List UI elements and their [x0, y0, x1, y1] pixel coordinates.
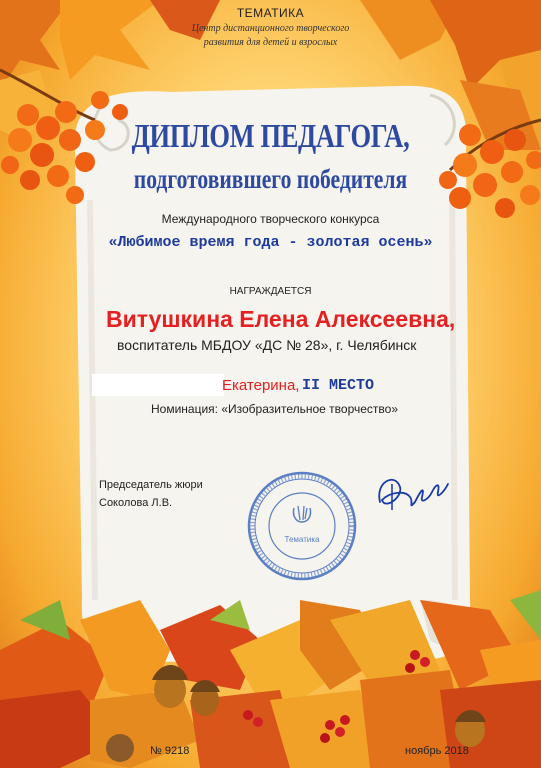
organization-subtitle-line2: развития для детей и взрослых [203, 37, 338, 48]
stamp-center-text: Тематика [284, 535, 320, 544]
jury-chair-label: Председатель жюри [99, 479, 203, 491]
recipient-position: воспитатель МБДОУ «ДС № 28», г. Челябинск [117, 337, 417, 353]
organization-subtitle-line1: Центр дистанционного творческого [191, 23, 350, 34]
diploma-title: ДИПЛОМ ПЕДАГОГА, [131, 118, 410, 155]
nomination: Номинация: «Изобразительное творчество» [151, 402, 398, 416]
jury-chair-name: Соколова Л.В. [99, 497, 173, 509]
certificate-date: ноябрь 2018 [405, 745, 469, 757]
recipient-name: Витушкина Елена Алексеевна, [106, 306, 456, 332]
place-label: II МЕСТО [302, 377, 375, 394]
awarded-label: НАГРАЖДАЕТСЯ [229, 286, 312, 297]
contest-type: Международного творческого конкурса [161, 212, 380, 226]
contest-name: «Любимое время года - золотая осень» [108, 234, 433, 251]
official-stamp-icon [246, 470, 358, 582]
redacted-surname-box [92, 374, 224, 396]
organization-name: ТЕМАТИКА [236, 6, 305, 20]
certificate-number: № 9218 [150, 745, 190, 757]
signature-icon [370, 462, 452, 518]
participant-name: Екатерина, [222, 377, 300, 394]
diploma-subtitle: подготовившего победителя [133, 164, 408, 194]
